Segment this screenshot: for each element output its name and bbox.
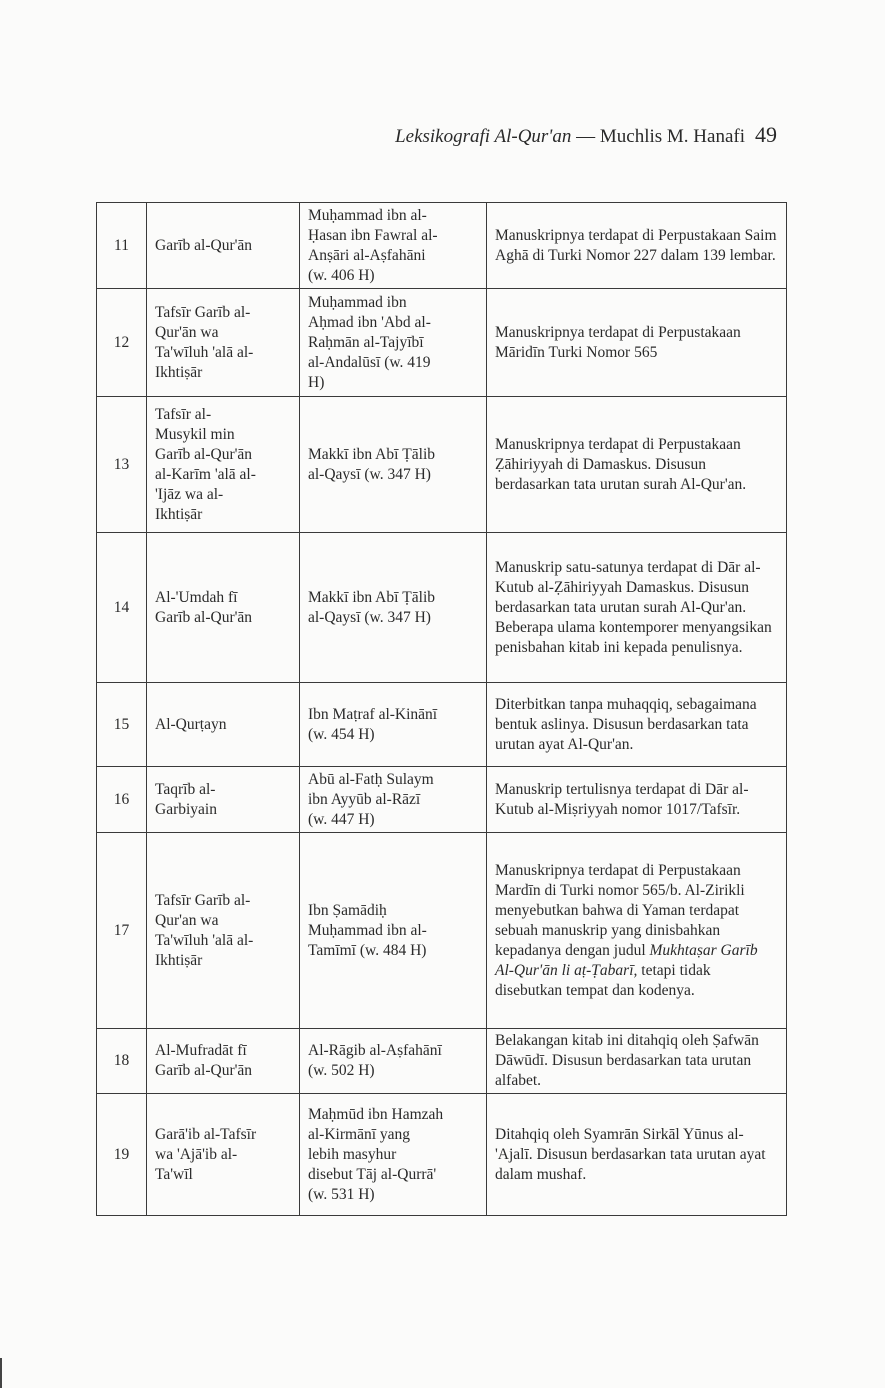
- note-cell: [487, 833, 787, 1029]
- note-cell: Belakangan kitab ini ditahqiq oleh Ṣafwān Dāwūdī. Disusun berdasarkan tata urutan alfabet.: [487, 1029, 787, 1094]
- table-row: [97, 1029, 787, 1094]
- row-number: 18: [97, 1029, 147, 1094]
- book-title-cell: Tafsīr Garīb al- Qur'an wa Ta'wīluh 'alā al- Ikhtiṣār: [147, 833, 300, 1029]
- author-cell: Ibn Maṭraf al-Kinānī (w. 454 H): [300, 683, 487, 767]
- row-number: 14: [97, 533, 147, 683]
- book-title-cell: Tafsīr Garīb al- Qur'ān wa Ta'wīluh 'alā al- Ikhtiṣār: [147, 289, 300, 397]
- table-row: [97, 767, 787, 833]
- row-number: 15: [97, 683, 147, 767]
- book-title-cell: Taqrīb al- Garbiyain: [147, 767, 300, 833]
- note-cell: Manuskrip tertulisnya terdapat di Dār al-Kutub al-Miṣriyyah nomor 1017/Tafsīr.: [487, 767, 787, 833]
- scan-edge-mark: [0, 1358, 2, 1388]
- author-cell: Ibn Ṣamādiḥ Muḥammad ibn al- Tamīmī (w. 484 H): [300, 833, 487, 1029]
- running-header: [395, 122, 777, 148]
- table-row: [97, 533, 787, 683]
- row-number: 12: [97, 289, 147, 397]
- author-cell: Makkī ibn Abī Ṭālib al-Qaysī (w. 347 H): [300, 533, 487, 683]
- table-row: [97, 683, 787, 767]
- book-title-cell: Al-Qurṭayn: [147, 683, 300, 767]
- note-cell: Diterbitkan tanpa muhaqqiq, sebagaimana bentuk aslinya. Disusun berdasarkan tata urutan ayat Al-Qur'an.: [487, 683, 787, 767]
- table-row: [97, 397, 787, 533]
- note-text: Manuskripnya terdapat di Perpustakaan Mardīn di Turki nomor 565/b. Al-Zirikli menyebutkan bahwa di Yaman terdapat sebuah manuskrip yang dinisbahkan kepadanya dengan judul: [495, 861, 745, 959]
- table-row: [97, 1094, 787, 1216]
- row-number: 19: [97, 1094, 147, 1216]
- note-cell: Ditahqiq oleh Syamrān Sirkāl Yūnus al-'Ajalī. Disusun berdasarkan tata urutan ayat dalam mushaf.: [487, 1094, 787, 1216]
- note-italic-title: Mukhtaṣar Garīb Al-Qur'ān li aṭ-Ṭabarī,: [495, 941, 758, 979]
- row-number: 11: [97, 203, 147, 289]
- note-cell: Manuskrip satu-satunya terdapat di Dār al-Kutub al-Ẓāhiriyyah Damaskus. Disusun berdasarkan tata urutan surah Al-Qur'an. Beberapa ulama kontemporer menyangsikan penisbahan kitab ini kepada penulisnya.: [487, 533, 787, 683]
- row-number: 13: [97, 397, 147, 533]
- row-number: 16: [97, 767, 147, 833]
- note-cell: Manuskripnya terdapat di Perpustakaan Ẓāhiriyyah di Damaskus. Disusun berdasarkan tata urutan surah Al-Qur'an.: [487, 397, 787, 533]
- book-title-cell: Garīb al-Qur'ān: [147, 203, 300, 289]
- note-text-end: tetapi tidak disebutkan tempat dan kodenya.: [495, 961, 711, 999]
- author-cell: Abū al-Fatḥ Sulaym ibn Ayyūb al-Rāzī (w. 447 H): [300, 767, 487, 833]
- book-title-cell: Al-'Umdah fī Garīb al-Qur'ān: [147, 533, 300, 683]
- author-cell: Makkī ibn Abī Ṭālib al-Qaysī (w. 347 H): [300, 397, 487, 533]
- table-row: [97, 203, 787, 289]
- book-title: Leksikografi Al-Qur'an: [395, 126, 572, 147]
- manuscript-table: [96, 202, 787, 1216]
- row-number: 17: [97, 833, 147, 1029]
- book-title-cell: Garā'ib al-Tafsīr wa 'Ajā'ib al- Ta'wīl: [147, 1094, 300, 1216]
- note-cell: Manuskripnya terdapat di Perpustakaan Māridīn Turki Nomor 565: [487, 289, 787, 397]
- book-title-cell: Tafsīr al- Musykil min Garīb al-Qur'ān al-Karīm 'alā al- 'Ijāz wa al- Ikhtiṣār: [147, 397, 300, 533]
- book-title-cell: Al-Mufradāt fī Garīb al-Qur'ān: [147, 1029, 300, 1094]
- author-cell: Maḥmūd ibn Hamzah al-Kirmānī yang lebih masyhur disebut Tāj al-Qurrā' (w. 531 H): [300, 1094, 487, 1216]
- author-cell: Al-Rāgib al-Aṣfahānī (w. 502 H): [300, 1029, 487, 1094]
- author-cell: Muḥammad ibn al- Ḥasan ibn Fawral al- Anṣāri al-Aṣfahāni (w. 406 H): [300, 203, 487, 289]
- table-row: [97, 833, 787, 1029]
- author-cell: Muḥammad ibn Aḥmad ibn 'Abd al- Raḥmān al-Tajyībī al-Andalūsī (w. 419 H): [300, 289, 487, 397]
- page-number: 49: [755, 122, 777, 147]
- book-author: — Muchlis M. Hanafi: [571, 126, 745, 147]
- table-row: [97, 289, 787, 397]
- note-cell: Manuskripnya terdapat di Perpustakaan Saim Aghā di Turki Nomor 227 dalam 139 lembar.: [487, 203, 787, 289]
